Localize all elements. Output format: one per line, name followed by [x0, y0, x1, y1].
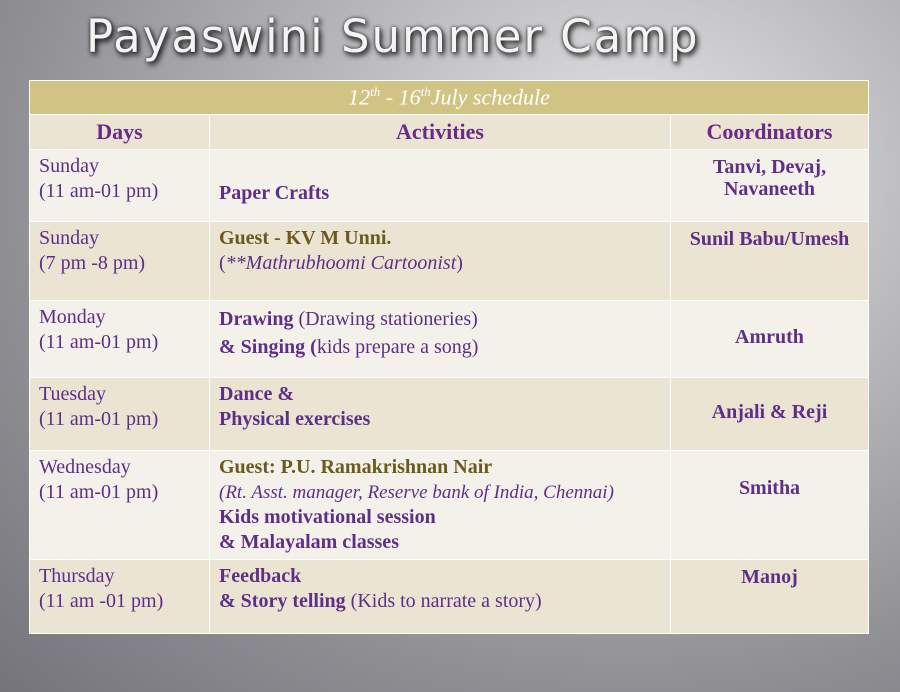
- activity-note: (Drawing stationeries): [293, 308, 478, 330]
- activity-bold: Drawing: [219, 308, 294, 330]
- guest-line: Guest: P.U. Ramakrishnan Nair: [219, 456, 493, 478]
- end-date: - 16: [380, 84, 421, 110]
- activity-line: Physical exercises: [219, 408, 371, 430]
- day-name: Monday: [39, 306, 106, 328]
- table-row: [30, 222, 869, 301]
- activity-line: [219, 305, 661, 333]
- day-cell: [30, 451, 210, 560]
- coordinator-name: Smitha: [738, 477, 801, 499]
- table-row: [30, 560, 869, 634]
- table-row: [30, 451, 869, 560]
- activity-cell: [210, 451, 671, 560]
- day-name: Sunday: [39, 155, 99, 177]
- day-name: Tuesday: [39, 383, 107, 405]
- table-row: [30, 150, 869, 222]
- guest-line: Guest - KV M Unni.: [219, 227, 392, 249]
- table-row: [30, 378, 869, 451]
- end-suffix: th: [420, 84, 431, 100]
- coordinator-name: Tanvi, Devaj,: [712, 156, 827, 178]
- activity-bold: & Story telling: [219, 590, 346, 612]
- guest-note-text: **Mathrubhoomi Cartoonist: [225, 252, 457, 274]
- schedule-header-row: [30, 81, 869, 115]
- day-name: Sunday: [39, 227, 99, 249]
- day-time: (11 am-01 pm): [39, 481, 159, 503]
- activity-cell: [210, 222, 671, 301]
- day-cell: [30, 150, 210, 222]
- note-paren-close: ): [456, 252, 463, 274]
- coordinator-cell: [671, 451, 869, 560]
- guest-note: [219, 251, 661, 276]
- column-header-row: [30, 115, 869, 150]
- activity-cell: [210, 150, 671, 222]
- coordinator-cell: [671, 560, 869, 634]
- day-time: (11 am-01 pm): [39, 408, 159, 430]
- coordinator-cell: [671, 222, 869, 301]
- coordinator-name: Amruth: [735, 326, 804, 348]
- table-row: [30, 301, 869, 378]
- activity-line: Kids motivational session: [219, 506, 436, 528]
- day-time: (11 am-01 pm): [39, 331, 159, 353]
- activity-line: Dance &: [219, 383, 294, 405]
- day-time: (11 am-01 pm): [39, 180, 159, 202]
- schedule-table: [29, 80, 869, 634]
- day-cell: [30, 560, 210, 634]
- day-time: (11 am -01 pm): [39, 590, 164, 612]
- activity-line: [219, 589, 661, 614]
- note-paren-open: (: [219, 252, 226, 274]
- guest-note: (Rt. Asst. manager, Reserve bank of India, Chennai): [219, 482, 614, 503]
- coordinator-cell: [671, 301, 869, 378]
- days-header: Days: [30, 115, 210, 150]
- day-name: Thursday: [39, 565, 115, 587]
- activity-line: Paper Crafts: [219, 182, 330, 204]
- day-cell: [30, 301, 210, 378]
- coordinator-name: Manoj: [741, 566, 798, 588]
- start-date: 12: [348, 84, 371, 110]
- activity-line: [219, 333, 661, 361]
- activity-note: (Kids to narrate a story): [345, 590, 542, 612]
- schedule-title: [30, 81, 869, 115]
- activities-header: Activities: [210, 115, 671, 150]
- activity-line: Feedback: [219, 565, 302, 587]
- activity-cell: [210, 301, 671, 378]
- activity-bold: & Singing (: [219, 336, 317, 358]
- coordinator-name: Anjali & Reji: [711, 401, 828, 423]
- day-time: (7 pm -8 pm): [39, 252, 146, 274]
- activity-note: kids prepare a song): [316, 336, 479, 358]
- coordinator-cell: [671, 378, 869, 451]
- day-name: Wednesday: [39, 456, 131, 478]
- activity-cell: [210, 560, 671, 634]
- coordinator-name: Sunil Babu/Umesh: [689, 228, 850, 250]
- schedule-label: July schedule: [430, 84, 550, 110]
- activity-line: & Malayalam classes: [219, 531, 399, 553]
- start-suffix: th: [370, 84, 381, 100]
- coordinator-name: Navaneeth: [723, 178, 816, 200]
- day-cell: [30, 222, 210, 301]
- activity-cell: [210, 378, 671, 451]
- page-title: Payaswini Summer Camp: [86, 10, 700, 63]
- coordinator-cell: [671, 150, 869, 222]
- day-cell: [30, 378, 210, 451]
- coordinators-header: Coordinators: [671, 115, 869, 150]
